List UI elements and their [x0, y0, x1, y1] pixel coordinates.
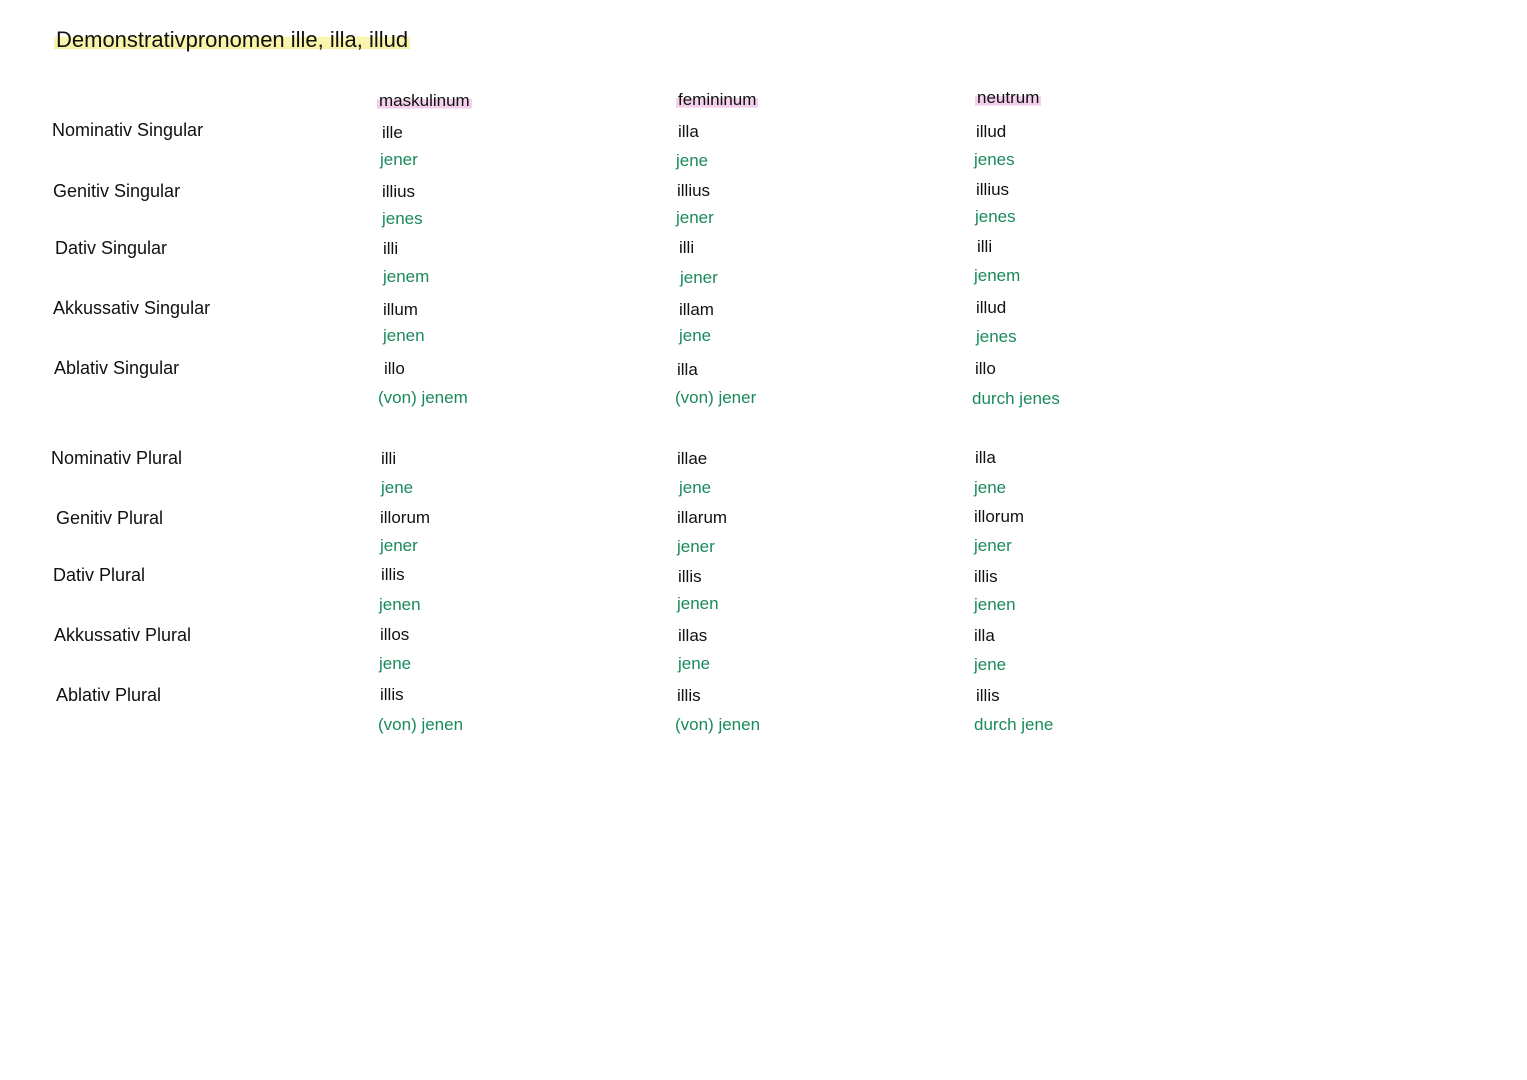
latin-form: illam [679, 300, 714, 319]
german-translation: jenen [383, 326, 425, 345]
german-translation: jene [678, 654, 711, 673]
latin-form: illis [381, 565, 405, 584]
german-translation: jene [381, 478, 414, 497]
latin-form: illis [974, 567, 998, 586]
latin-form: illas [678, 626, 708, 645]
german-translation: jene [974, 655, 1007, 674]
german-translation: jenen [379, 595, 421, 614]
latin-form: illius [976, 180, 1010, 199]
latin-form: illum [383, 300, 418, 319]
german-translation: (von) jenen [675, 715, 761, 734]
latin-form: illi [977, 237, 993, 256]
latin-form: illis [677, 686, 701, 705]
german-translation: jene [679, 326, 712, 345]
row-label-nominativ-singular: Nominativ Singular [52, 120, 204, 140]
latin-form: illae [677, 449, 708, 468]
latin-form: illa [677, 360, 698, 379]
latin-form: illa [678, 122, 699, 141]
page-title-text: Demonstrativpronomen ille, illa, illud [56, 27, 409, 52]
german-translation: jener [677, 537, 715, 556]
german-translation: (von) jenem [378, 388, 468, 407]
latin-form: illi [383, 239, 399, 258]
row-label-ablativ-singular: Ablativ Singular [54, 358, 180, 378]
column-header-femininum [676, 89, 758, 111]
column-header-maskulinum [377, 90, 472, 112]
latin-form: illud [976, 298, 1007, 317]
german-translation: durch jenes [972, 389, 1060, 408]
row-label-dativ-plural: Dativ Plural [53, 565, 146, 585]
row-label-dativ-singular: Dativ Singular [55, 238, 168, 258]
latin-form: illorum [380, 508, 431, 527]
row-label-genitiv-plural: Genitiv Plural [56, 508, 164, 528]
german-translation: jenes [975, 207, 1016, 226]
german-translation: jene [679, 478, 712, 497]
german-translation: jenem [383, 267, 430, 286]
latin-form: illi [381, 449, 397, 468]
latin-form: illorum [974, 507, 1025, 526]
latin-form: illis [678, 567, 702, 586]
german-translation: jenes [382, 209, 423, 228]
column-header-neutrum [975, 87, 1041, 109]
latin-form: illa [974, 626, 995, 645]
german-translation: jene [379, 654, 412, 673]
latin-form: illarum [677, 508, 728, 527]
german-translation: jener [680, 268, 718, 287]
german-translation: jenes [974, 150, 1015, 169]
latin-form: illa [975, 448, 996, 467]
latin-form: illi [679, 238, 695, 257]
page-title [54, 26, 410, 54]
latin-form: illius [382, 182, 416, 201]
german-translation: (von) jenen [378, 715, 464, 734]
german-translation: jenen [974, 595, 1016, 614]
latin-form: illis [380, 685, 404, 704]
latin-form: ille [382, 123, 403, 142]
latin-form: illo [975, 359, 996, 378]
row-label-akkussativ-singular: Akkussativ Singular [53, 298, 211, 318]
column-header-label: maskulinum [379, 91, 470, 110]
latin-form: illos [380, 625, 410, 644]
column-header-label: femininum [678, 90, 757, 109]
row-label-akkussativ-plural: Akkussativ Plural [54, 625, 192, 645]
german-translation: jenes [976, 327, 1017, 346]
row-label-ablativ-plural: Ablativ Plural [56, 685, 162, 705]
row-label-nominativ-plural: Nominativ Plural [51, 448, 183, 468]
latin-form: illud [976, 122, 1007, 141]
german-translation: (von) jener [675, 388, 757, 407]
german-translation: jener [380, 150, 418, 169]
latin-form: illius [677, 181, 711, 200]
german-translation: jene [676, 151, 709, 170]
german-translation: jene [974, 478, 1007, 497]
german-translation: jener [974, 536, 1012, 555]
row-label-genitiv-singular: Genitiv Singular [53, 181, 181, 201]
latin-form: illo [384, 359, 405, 378]
latin-form: illis [976, 686, 1000, 705]
german-translation: durch jene [974, 715, 1054, 734]
german-translation: jener [676, 208, 714, 227]
german-translation: jenen [677, 594, 719, 613]
german-translation: jener [380, 536, 418, 555]
german-translation: jenem [974, 266, 1021, 285]
column-header-label: neutrum [977, 88, 1040, 107]
